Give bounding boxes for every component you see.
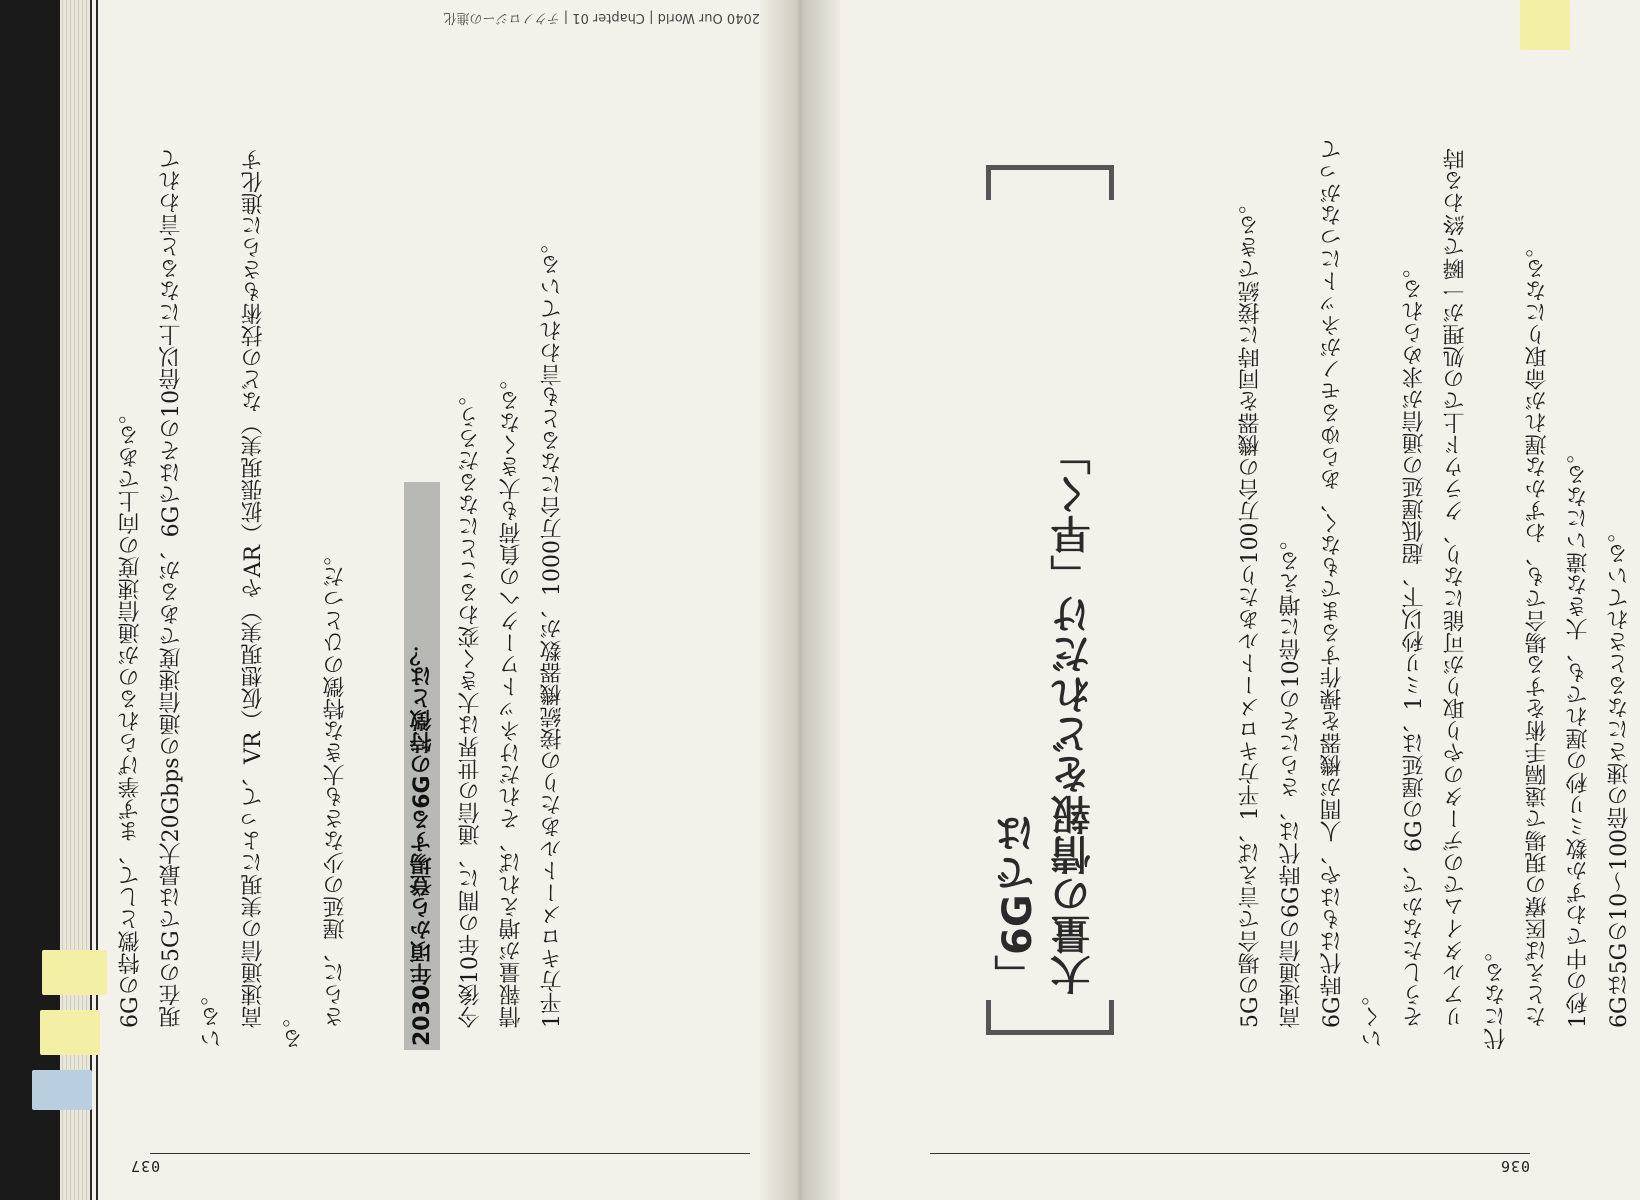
paragraph: 6Gは5Gの10〜100倍の速さになるとされている。 (1607, 520, 1632, 1028)
paragraph: 高速通信の6G時代は、さらにその10倍に増える。 (1279, 528, 1304, 1028)
paragraph: たとえば医療の現場で遠隔手術をする場合でも、わずかな遅れが命取りになる。 (1525, 236, 1550, 1028)
paragraph: リアルタイムでのデータのやり取りが可能になり、クラウド上での処理が一瞬で終わる時代になる。 (1443, 148, 1509, 1050)
book-gutter (760, 0, 840, 1200)
page-number: 036 (1499, 1157, 1530, 1175)
title-line: 大量の情報をどれだけ「早く」 (1051, 435, 1097, 995)
paragraph: 現在の5Gでは最大20Gbpsの通信速度であるが、6Gではその10倍以上になると言われている。 (159, 147, 225, 1050)
body-text (1230, 130, 1632, 1050)
body-text (110, 130, 390, 1050)
body-text (450, 130, 690, 1050)
paragraph: 6Gの特徴として、まず挙げられるのが通信速度の向上である。 (118, 402, 143, 1028)
paragraph: 6G時代はもはや、人間が機器を操作するまでもなく、あらゆるモノがネットにつながっていく。 (1320, 138, 1386, 1050)
title-bracket-top (986, 1000, 1114, 1035)
paragraph: 5Gの場合で言えば、1平方キロメートルあたり100万台の機器を同時に接続できる。 (1238, 192, 1263, 1028)
paragraph: さらに、遅延の少なさも大きな特徴のひとつだ。 (323, 544, 348, 1028)
right-page (90, 0, 770, 1200)
title-bracket-bottom (986, 165, 1114, 200)
sticky-tab (1520, 0, 1570, 50)
section-heading: 2030年頃から登場する6Gの特徴とは？ (404, 482, 440, 1050)
header-rule (150, 1153, 750, 1154)
title-line: 「6Gでは (995, 814, 1041, 995)
paragraph: 1秒の中でわずか数ミリ秒の遅れでも、大きな違いになる。 (1566, 442, 1591, 1028)
paragraph: 1平方キロメートルあたりの接続機器数が、1000万台になるとも言われている。 (540, 232, 565, 1028)
title-text (990, 205, 1120, 995)
sticky-tab (40, 1010, 100, 1055)
page-number: 037 (130, 1157, 161, 1175)
sticky-tab (42, 950, 107, 995)
chapter-title (990, 165, 1120, 1035)
header-rule (930, 1153, 1530, 1154)
paragraph: 今後10年の間に、通信の世界は大きく変わることになるだろう。 (458, 384, 483, 1028)
left-page (830, 0, 1632, 1200)
sticky-tab (32, 1070, 92, 1110)
paragraph: 情報量が増えれば、それだけネットワークへの負荷も大きくなる。 (499, 368, 524, 1028)
running-footer: 2040 Our World | Chapter 01 | テクノロジーの進化 (443, 10, 760, 25)
paragraph: そうしたなかで、6Gの遅延は、1ミリ秒以下、超低遅延の通信が求められる。 (1402, 256, 1427, 1028)
paragraph: 高速通信の実現によって、VR（仮想現実）やAR（拡張現実）などの技術もさらに進化する。 (241, 149, 307, 1050)
